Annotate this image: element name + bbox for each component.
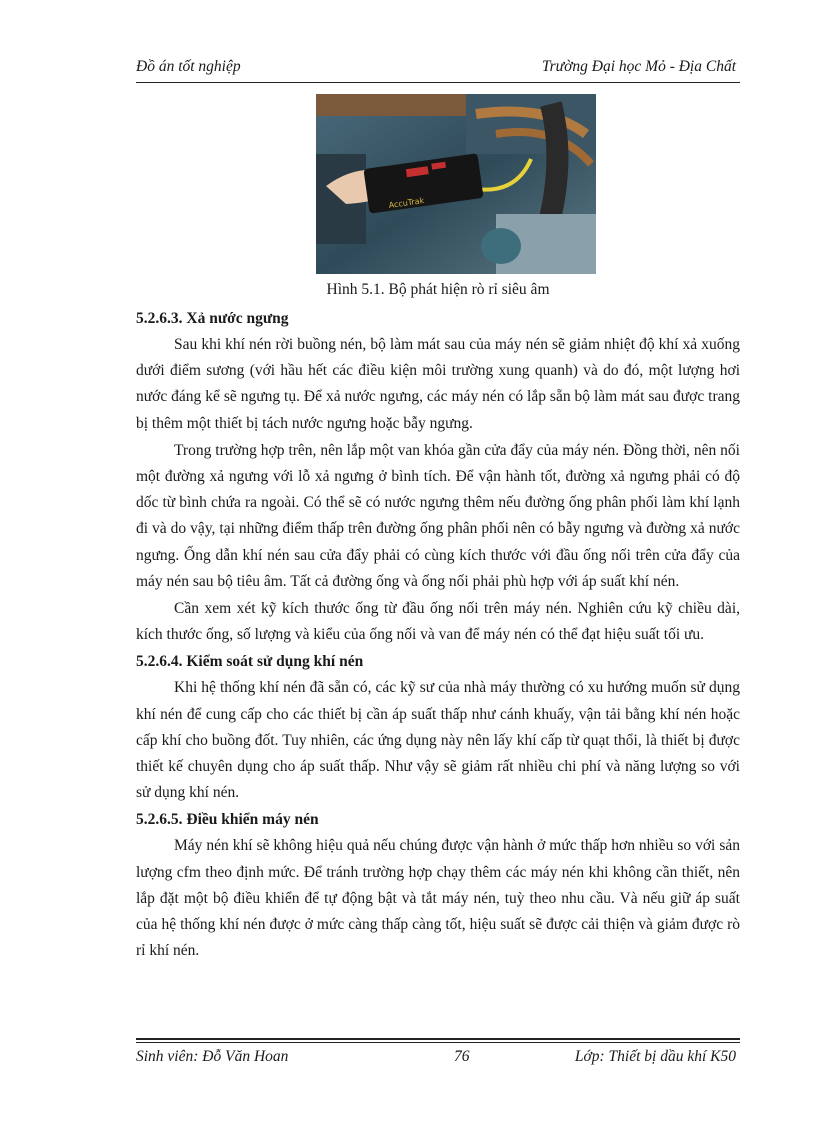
section-heading-condensate-drain: 5.2.6.3. Xả nước ngưng xyxy=(136,310,289,327)
page-header xyxy=(136,56,740,83)
page-footer xyxy=(136,1038,740,1074)
footer-class: Lớp: Thiết bị dầu khí K50 xyxy=(574,1048,736,1065)
header-university: Trường Đại học Mỏ - Địa Chất xyxy=(541,58,736,75)
section-heading-compressed-air-usage: 5.2.6.4. Kiểm soát sử dụng khí nén xyxy=(136,653,364,671)
paragraph: Trong trường hợp trên, nên lắp một van khóa gần cửa đẩy của máy nén. Đồng thời, nên nối một đường xả ngưng với lỗ xả ngưng ở bình tích. Để vận hành tốt, đường xả ngưng phải có độ dốc từ bình chứa ra ngoài. Có thể sẽ có nước ngưng thêm nếu đường ống phân phối làm khí lạnh đi và do vậy, tại những điểm thấp trên đường ống phân phối nên có bẫy ngưng và đường xả nước ngưng. Ống dẫn khí nén sau cửa đẩy phải có cùng kích thước với đầu ống nối trên cửa đẩy của máy nén sau bộ tiêu âm. Tất cả đường ống và ống nối phải phù hợp với áp suất khí nén. xyxy=(136,441,740,590)
section-heading-compressor-control: 5.2.6.5. Điều khiển máy nén xyxy=(136,811,319,829)
page-number: 76 xyxy=(454,1048,470,1065)
figure-ultrasonic-leak-detector xyxy=(316,94,596,274)
device-label: AccuTrak xyxy=(388,196,425,210)
footer-student: Sinh viên: Đỗ Văn Hoan xyxy=(136,1048,289,1065)
figure-caption: Hình 5.1. Bộ phát hiện rò rỉ siêu âm xyxy=(326,281,550,298)
paragraph: Máy nén khí sẽ không hiệu quả nếu chúng được vận hành ở mức thấp hơn nhiều so với sản lượng cfm theo định mức. Để tránh trường hợp chạy thêm các máy nén khi không cần thiết, nên lắp đặt một bộ điều khiển để tự động bật và tắt máy nén, tuỳ theo nhu cầu. Và nếu giữ áp suất của hệ thống khí nén được ở mức càng thấp càng tốt, hiệu suất sẽ được cải thiện và giảm được rò rỉ khí nén. xyxy=(136,837,740,960)
paragraph: Khi hệ thống khí nén đã sẵn có, các kỹ sư của nhà máy thường có xu hướng muốn sử dụng khí nén để cung cấp cho các thiết bị cần áp suất thấp như cánh khuấy, vận tải bằng khí nén hoặc cấp khí cho buồng đốt. Tuy nhiên, các ứng dụng này nên lấy khí cấp từ quạt thổi, là thiết bị được thiết kế chuyên dụng cho áp suất thấp. Như vậy sẽ giảm rất nhiều chi phí và năng lượng so với sử dụng khí nén. xyxy=(136,679,740,802)
paragraph: Cần xem xét kỹ kích thước ống từ đầu ống nối trên máy nén. Nghiên cứu kỹ chiều dài, kích thước ống, số lượng và kiểu của ống nối và van để máy nén có thể đạt hiệu suất tối ưu. xyxy=(136,600,740,644)
leak-detector-photo xyxy=(316,94,596,274)
body-content xyxy=(136,306,740,965)
header-thesis-label: Đồ án tốt nghiệp xyxy=(136,58,241,75)
paragraph: Sau khi khí nén rời buồng nén, bộ làm mát sau của máy nén sẽ giảm nhiệt độ khí xả xuống dưới điểm sương (với hầu hết các điều kiện môi trường xung quanh) và do đó, một lượng hơi nước đáng kể sẽ ngưng tụ. Để xả nước ngưng, các máy nén có lắp sẵn bộ làm mát sau được trang bị thêm một thiết bị tách nước ngưng hoặc bẫy ngưng. xyxy=(136,336,740,432)
